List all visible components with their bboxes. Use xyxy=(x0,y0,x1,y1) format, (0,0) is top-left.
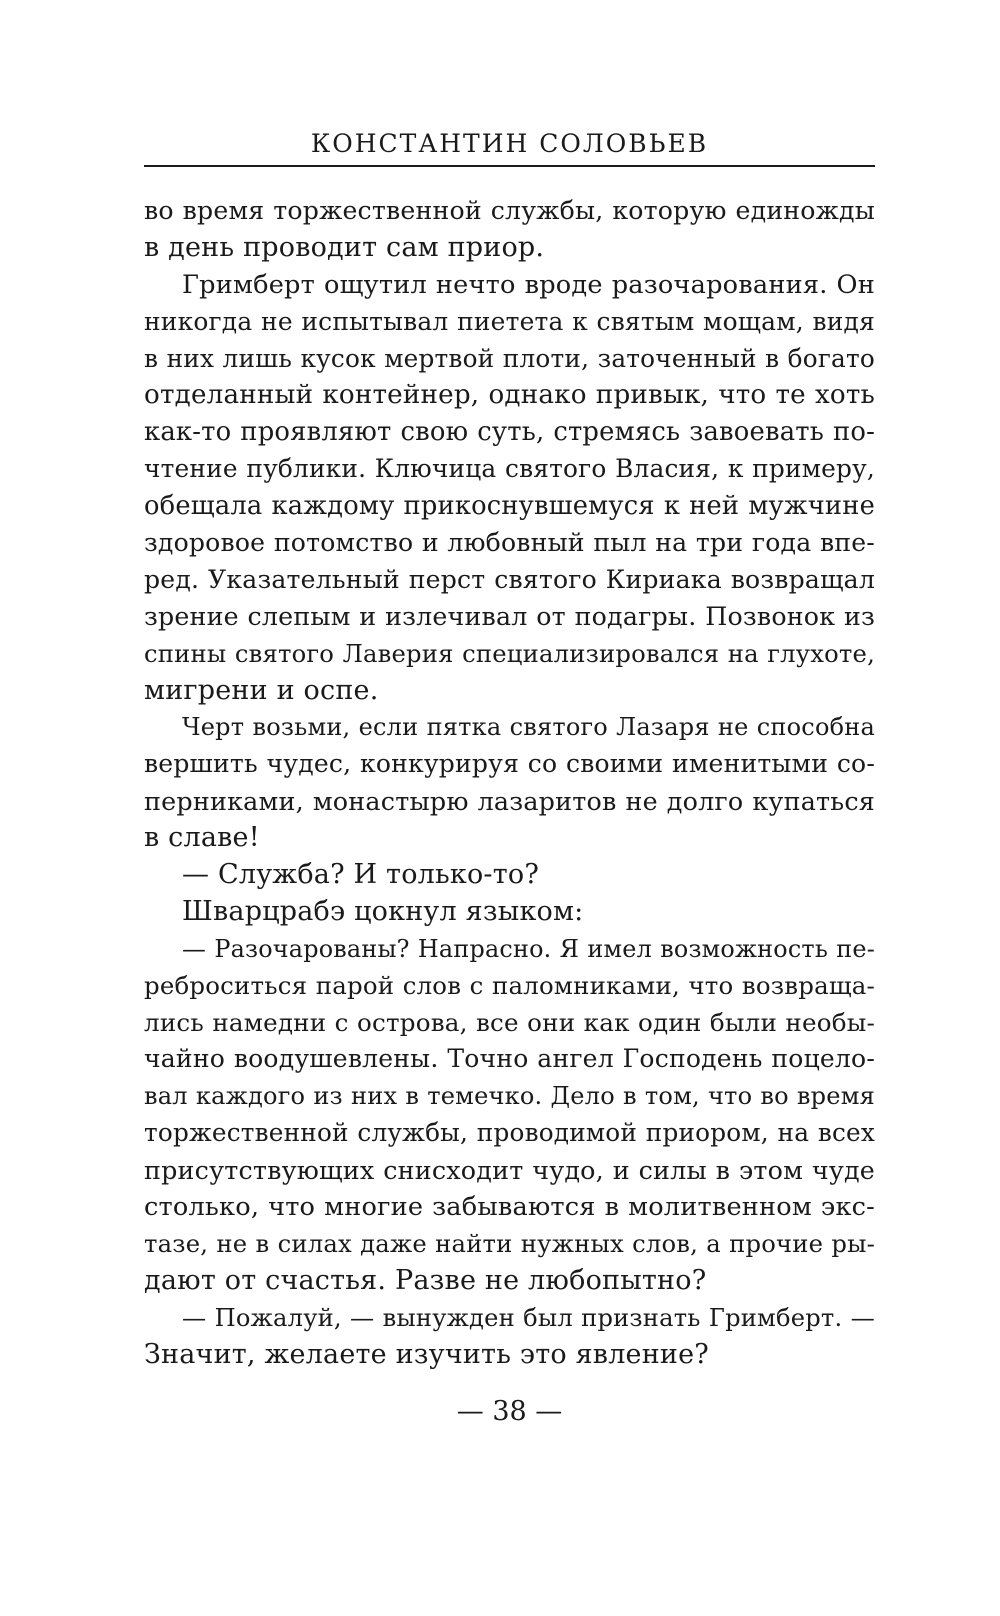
text-line: чтение публики. Ключица святого Власия, к примеру, xyxy=(144,454,875,484)
text-line: — Служба? И только-то? xyxy=(182,859,540,891)
text-line: тазе, не в силах даже найти нужных слов, а прочие ры- xyxy=(144,1228,875,1258)
text-line: во время торжественной службы, которую единожды xyxy=(144,196,875,225)
text-line: никогда не испытывал пиетета к святым мощам, видя xyxy=(144,306,875,336)
text-line: в день проводит сам приор. xyxy=(144,231,545,263)
text-line: мигрени и оспе. xyxy=(144,674,379,706)
text-line: как-то проявляют свою суть, стремясь завоевать по- xyxy=(144,417,875,448)
text-line: — Пожалуй, — вынужден был признать Гримберт. — xyxy=(182,1303,875,1332)
running-head: КОНСТАНТИН СОЛОВЬЕВ xyxy=(310,129,709,158)
text-line: столько, что многие забываются в молитвенном экс- xyxy=(144,1192,875,1223)
text-line: присутствующих снисходит чудо, и силы в этом чуде xyxy=(144,1155,875,1186)
text-line: дают от счастья. Разве не любопытно? xyxy=(144,1264,707,1296)
page-number: — 38 — xyxy=(456,1396,563,1427)
text-line: реброситься парой слов с паломниками, что возвраща- xyxy=(144,970,875,1000)
text-line: лись намедни с острова, все они как один были необы- xyxy=(144,1007,875,1037)
text-line: чайно воодушевлены. Точно ангел Господень поцело- xyxy=(144,1044,875,1074)
text-line: зрение слепым и излечивал от подагры. Позвонок из xyxy=(144,601,875,631)
text-line: здоровое потомство и любовный пыл на три года впе- xyxy=(144,528,875,558)
text-line: торжественной службы, проводимой приором, на всех xyxy=(144,1118,875,1148)
text-line: Черт возьми, если пятка святого Лазаря не способна xyxy=(182,713,875,742)
header-rule xyxy=(144,165,875,167)
book-page xyxy=(144,0,875,1616)
text-line: ред. Указательный перст святого Кириака возвращал xyxy=(144,564,875,594)
text-line: обещала каждому прикоснувшемуся к ней мужчине xyxy=(144,491,875,522)
text-line: вал каждого из них в темечко. Дело в том, что во время xyxy=(144,1082,875,1111)
text-line: Шварцрабэ цокнул языком: xyxy=(182,895,584,927)
text-line: Значит, желаете изучить это явление? xyxy=(144,1338,709,1370)
text-line: — Разочарованы? Напрасно. Я имел возможность пе- xyxy=(182,934,875,963)
text-line: в славе! xyxy=(144,822,260,854)
body-text xyxy=(144,193,875,1374)
text-line: Гримберт ощутил нечто вроде разочарования. Он xyxy=(182,269,875,300)
text-line: перниками, монастырю лазаритов не долго купаться xyxy=(144,786,875,817)
text-line: спины святого Лаверия специализировался на глухоте, xyxy=(144,638,875,668)
text-line: в них лишь кусок мертвой плоти, заточенный в богато xyxy=(144,343,875,373)
text-line: отделанный контейнер, однако привык, что те хоть xyxy=(144,380,875,411)
text-line: вершить чудес, конкурируя со своими именитыми со- xyxy=(144,749,875,779)
